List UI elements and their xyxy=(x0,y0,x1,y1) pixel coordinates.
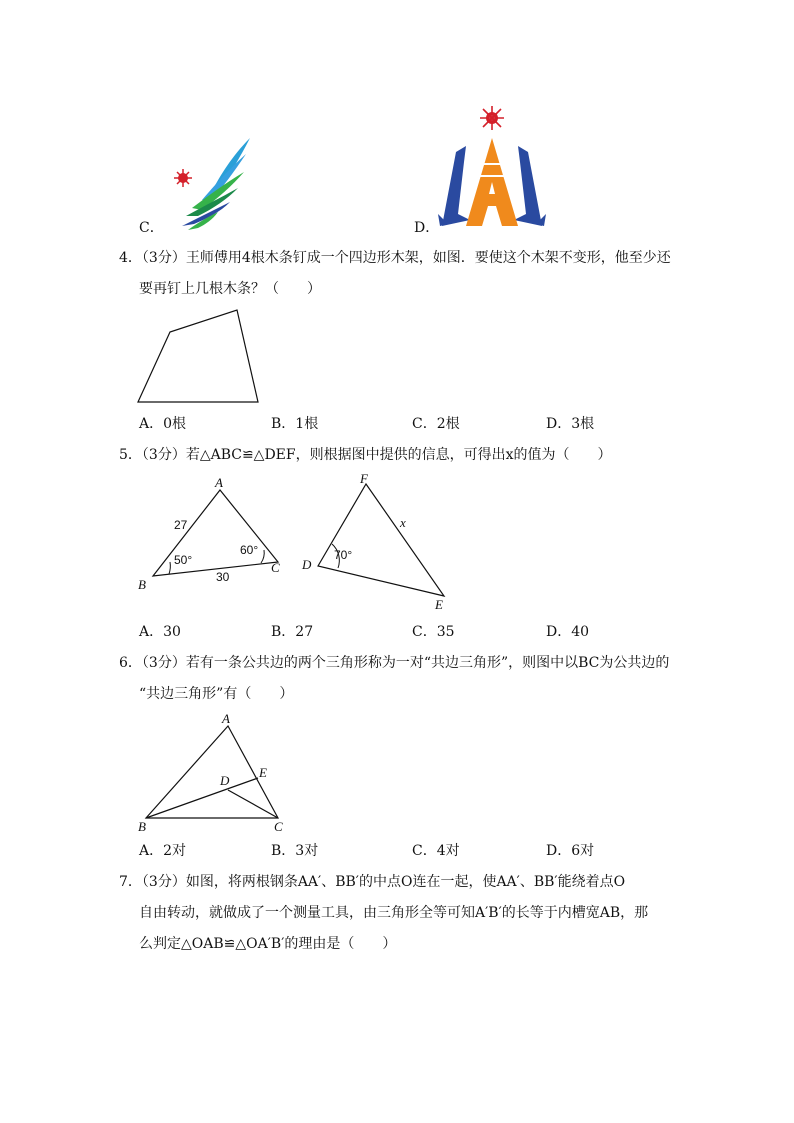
pagoda-logo-icon xyxy=(436,102,548,232)
q5-triangle-def-figure xyxy=(308,471,458,604)
q5-option-a[interactable]: A．30 xyxy=(139,624,181,640)
q7-stem-line1: 7．（3分）如图，将两根钢条AA′、BB′的中点O连在一起，使AA′、BB′能绕着点O xyxy=(119,874,626,890)
q6-option-a[interactable]: A．2对 xyxy=(139,843,187,859)
sun-burst-icon xyxy=(174,169,192,187)
q6-stem-line1: 6．（3分）若有一条公共边的两个三角形称为一对“共边三角形”，则图中以BC为公共边的 xyxy=(119,655,670,671)
q7-stem-line2: 自由转动，就做成了一个测量工具，由三角形全等可知A′B′的长等于内槽宽AB，那 xyxy=(139,905,649,921)
q7-stem-line3: 么判定△OAB≌△OA′B′的理由是（ ） xyxy=(139,936,397,952)
q5-stem-line1: 5．（3分）若△ABC≌△DEF，则根据图中提供的信息，可得出x的值为（ ） xyxy=(119,447,612,463)
q5-option-d[interactable]: D．40 xyxy=(546,624,590,640)
q5-label-f: F xyxy=(360,471,368,486)
q5-label-a: A xyxy=(215,475,223,490)
q4-stem-line2: 要再钉上几根木条？（ ） xyxy=(139,281,321,297)
wing-logo-icon xyxy=(162,136,254,232)
q5-option-b[interactable]: B．27 xyxy=(271,624,314,640)
q6-option-c[interactable]: C．4对 xyxy=(412,843,460,859)
q5-option-c[interactable]: C．35 xyxy=(412,624,455,640)
q6-label-a: A xyxy=(222,711,230,726)
q6-stem-line2: “共边三角形”有（ ） xyxy=(139,686,294,702)
q4-stem-line1: 4．（3分）王师傅用4根木条钉成一个四边形木架，如图．要使这个木架不变形，他至少还 xyxy=(119,250,671,266)
q4-option-b[interactable]: B．1根 xyxy=(271,416,319,432)
q5-side-ab: 27 xyxy=(174,518,188,532)
q4-option-d[interactable]: D．3根 xyxy=(546,416,595,432)
q6-label-d: D xyxy=(220,773,230,788)
q6-label-c: C xyxy=(274,819,283,834)
q5-label-d: D xyxy=(302,557,312,572)
q6-label-b: B xyxy=(138,819,146,834)
q5-side-bc: 30 xyxy=(216,570,230,584)
q4-option-a[interactable]: A．0根 xyxy=(139,416,187,432)
q4-quadrilateral-figure xyxy=(130,304,270,404)
q5-angle-b: 50° xyxy=(174,553,193,567)
q5-angle-c: 60° xyxy=(240,543,259,557)
q6-triangle-figure xyxy=(140,716,290,826)
q5-label-e: E xyxy=(435,597,443,612)
q4-option-c[interactable]: C．2根 xyxy=(412,416,460,432)
q3-option-c-label[interactable]: C． xyxy=(139,220,164,236)
q5-label-b: B xyxy=(138,577,146,592)
q5-label-c: C xyxy=(271,560,280,575)
q3-option-c-logo xyxy=(162,136,254,232)
sun-burst-icon xyxy=(480,106,504,130)
q6-label-e: E xyxy=(259,765,267,780)
q3-option-d-label[interactable]: D． xyxy=(414,220,440,236)
q6-option-b[interactable]: B．3对 xyxy=(271,843,319,859)
q6-option-d[interactable]: D．6对 xyxy=(546,843,595,859)
q3-option-d-logo xyxy=(436,102,548,232)
q5-angle-d: 70° xyxy=(334,548,353,562)
q5-label-x: x xyxy=(400,515,406,530)
